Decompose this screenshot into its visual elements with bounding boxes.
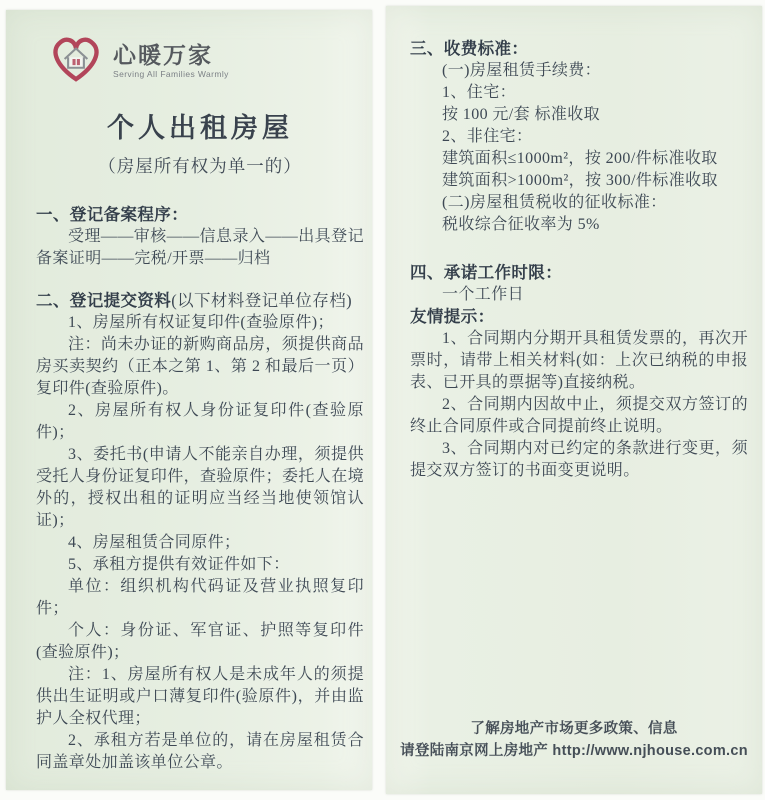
brand-name: 心暖万家: [113, 42, 213, 68]
footer-note: [386, 718, 762, 762]
requirement-item: 5、承租方提供有效证件如下：: [68, 556, 290, 573]
tip-item: 2、合同期内因故中止，须提交双方签订的终止合同原件或合同提前终止说明。: [410, 396, 748, 435]
requirement-item: 个人：身份证、军官证、护照等复印件(查验原件)；: [36, 622, 364, 661]
section1-heading: 一、登记备案程序：: [36, 205, 189, 224]
fee-line: 1、住宅：: [442, 84, 517, 101]
section4-heading: 四、承诺工作时限：: [410, 263, 563, 282]
fee-line: (一)房屋租赁手续费：: [442, 62, 602, 79]
fee-line: 按 100 元/套 标准收取: [442, 106, 601, 123]
requirement-item: 1、房屋所有权证复印件(查验原件)；: [68, 314, 334, 331]
requirement-item: 3、委托书(申请人不能亲自办理，须提供受托人身份证复印件，查验原件；委托人在境外的，授权出租的证明应当经当地使领馆认证)；: [36, 446, 365, 529]
page-title: 个人出租房屋: [107, 113, 293, 143]
requirement-note: 2、承租方若是单位的，请在房屋租赁合同盖章处加盖该单位公章。: [36, 732, 364, 771]
brand-text-block: [113, 43, 229, 79]
fee-line: (二)房屋租赁税收的征收标准：: [442, 194, 667, 211]
requirement-item: 2、房屋所有权人身份证复印件(查验原件)；: [36, 402, 364, 441]
fee-line: 建筑面积≤1000m²，按 200/件标准收取: [442, 150, 718, 167]
fee-line: 税收综合征收率为 5%: [442, 216, 600, 233]
section3-heading: 三、收费标准：: [410, 39, 529, 58]
tip-item: 3、合同期内对已约定的条款进行变更，须提交双方签订的书面变更说明。: [410, 440, 748, 479]
brand-tagline: Serving All Families Warmly: [113, 69, 229, 79]
section2-heading-note: (以下材料登记单位存档): [171, 291, 352, 310]
panel-right: [386, 6, 762, 794]
requirement-item: 4、房屋租赁合同原件；: [68, 534, 241, 551]
fee-standard-lines: [410, 60, 748, 236]
tip-item: 1、合同期内分期开具租赁发票的，再次开票时，请带上相关材料(如：上次已纳税的申报表、已开具的票据等)直接纳税。: [410, 330, 748, 391]
section2-heading: [36, 290, 364, 312]
fee-line: 建筑面积>1000m²，按 300/件标准收取: [442, 172, 718, 189]
section2-heading-bold: 二、登记提交资料: [36, 291, 172, 310]
page-subtitle: （房屋所有权为单一的）: [98, 156, 302, 176]
section4-body: 一个工作日: [442, 286, 525, 303]
footer-line1: 了解房地产市场更多政策、信息: [470, 721, 678, 737]
fee-line: 2、非住宅：: [442, 128, 533, 145]
requirement-item: 单位：组织机构代码证及营业执照复印件；: [36, 578, 364, 617]
section1-body: 受理——审核——信息录入——出具登记备案证明——完税/开票——归档: [36, 228, 364, 267]
requirement-note: 注：尚未办证的新购商品房，须提供商品房买卖契约（正本之第 1、第 2 和最后一页）复印件(查验原件)。: [36, 336, 364, 397]
footer-line2: 请登陆南京网上房地产 http://www.njhouse.com.cn: [400, 743, 748, 759]
brand-logo: [48, 32, 364, 90]
heart-house-icon: [48, 33, 104, 90]
requirement-note: 注：1、房屋所有权人是未成年人的须提供出生证明或户口薄复印件(验原件)，并由监护人全权代理；: [36, 666, 364, 727]
tips-heading: 友情提示：: [410, 307, 495, 326]
panel-left: [6, 10, 372, 790]
